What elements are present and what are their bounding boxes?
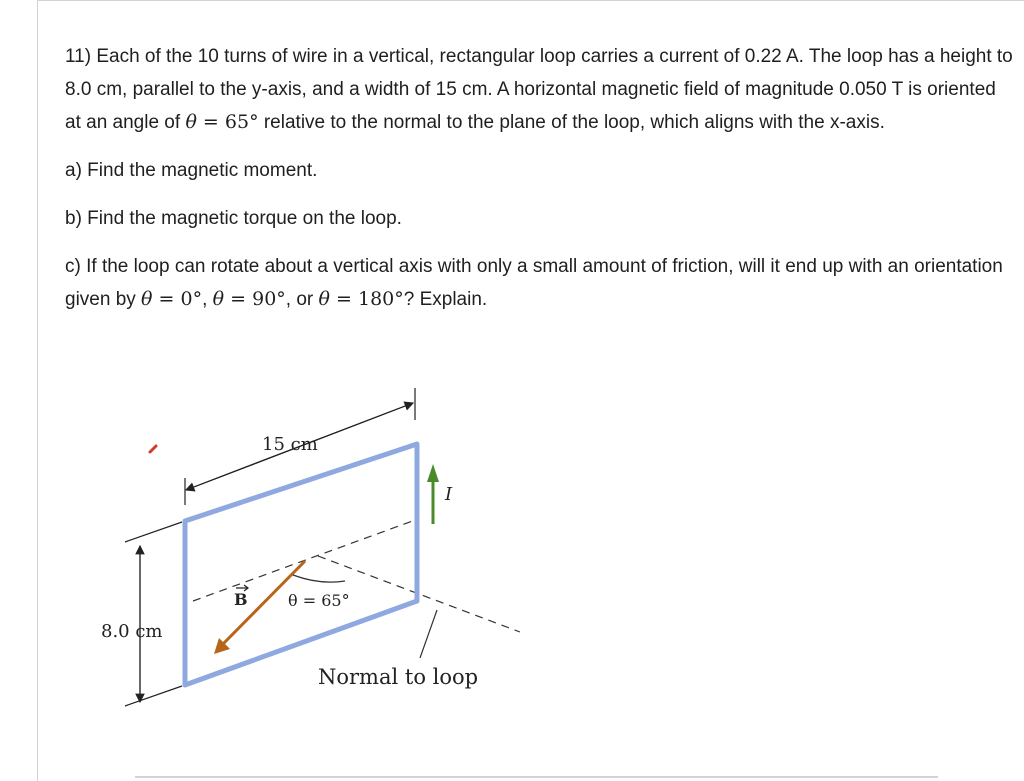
angle-arc — [293, 575, 345, 582]
dashed-guides — [193, 519, 520, 632]
field-label: B — [234, 590, 248, 609]
current-arrow — [427, 464, 439, 524]
question-block — [65, 40, 1015, 331]
field-label-group — [234, 585, 248, 609]
red-mark — [150, 446, 156, 452]
loop-figure — [90, 380, 530, 720]
height-label: 8.0 cm — [101, 621, 163, 642]
current-label: I — [445, 484, 453, 505]
bottom-divider — [135, 776, 938, 778]
part-a: a) Find the magnetic moment. — [65, 160, 318, 181]
angle-label: θ = 65° — [288, 591, 350, 610]
problem-statement: 11) Each of the 10 turns of wire in a vertical, rectangular loop carries a current of 0.22 A. The loop has a height to 8.0 cm, parallel to the y-axis, and a width of 15 cm. A horizontal magnetic field of magnitude 0.050 T is oriented at an angle of θ = 65° relative to the normal to the plane of the loop, which aligns with the x-axis. — [65, 46, 1013, 133]
part-c: c) If the loop can rotate about a vertical axis with only a small amount of friction, will it end up with an orientation given by θ = 0°, θ = 90°, or θ = 180°? Explain. — [65, 256, 1003, 310]
part-b: b) Find the magnetic torque on the loop. — [65, 208, 402, 229]
width-label: 15 cm — [262, 434, 318, 455]
normal-label: Normal to loop — [318, 665, 479, 689]
height-dimension — [125, 522, 182, 706]
normal-leader — [420, 610, 437, 658]
